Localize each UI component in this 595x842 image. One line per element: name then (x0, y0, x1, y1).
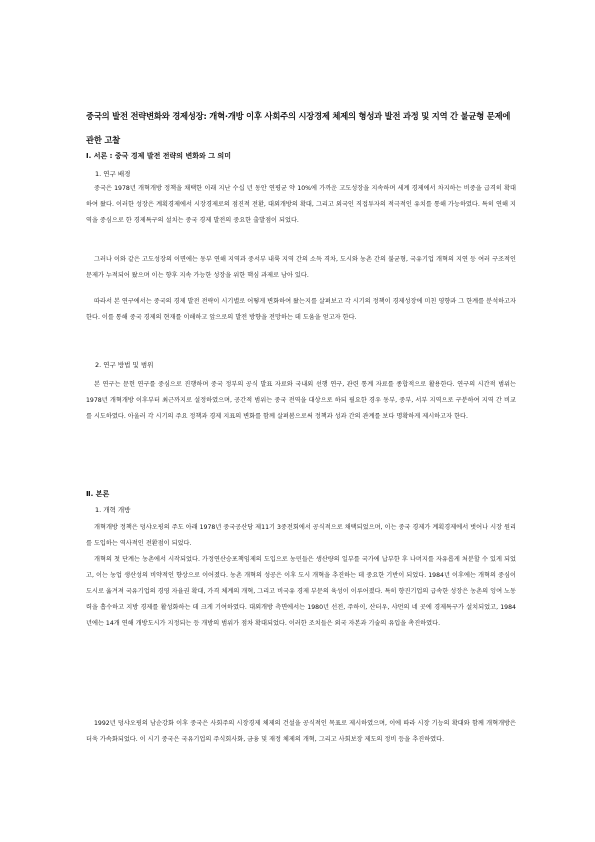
subsection-heading-method: 2. 연구 방법 및 범위 (95, 361, 154, 369)
paragraph: 중국은 1978년 개혁개방 정책을 채택한 이래 지난 수십 년 동안 연평균 약 10%에 가까운 고도성장을 지속하며 세계 경제에서 차지하는 비중을 급격히 확대하여 왔다. 이러한 성장은 계획경제에서 시장경제로의 점진적 전환, 대외개방의 확대, 그리고 외국인 직접투자의 적극적인 유치를 통해 가능하였다. 특히 연해 지역을 중심으로 한 경제특구의 설치는 중국 경제 발전의 중요한 출발점이 되었다. (86, 185, 516, 224)
paragraph: 그러나 이와 같은 고도성장의 이면에는 동부 연해 지역과 중서부 내륙 지역 간의 소득 격차, 도시와 농촌 간의 불균형, 국유기업 개혁의 지연 등 여러 구조적인 문제가 누적되어 왔으며 이는 향후 지속 가능한 성장을 위한 핵심 과제로 남아 있다. (86, 256, 516, 279)
section-heading-body: Ⅱ. 본론 (86, 490, 110, 498)
paragraph: 따라서 본 연구에서는 중국의 경제 발전 전략이 시기별로 어떻게 변화하여 왔는지를 살펴보고 각 시기의 정책이 경제성장에 미친 영향과 그 한계를 분석하고자 한다. 이를 통해 중국 경제의 현재를 이해하고 앞으로의 발전 방향을 전망하는 데 도움을 얻고자 한다. (86, 298, 516, 321)
paragraph: 1992년 덩샤오핑의 남순강화 이후 중국은 사회주의 시장경제 체제의 건설을 공식적인 목표로 제시하였으며, 이에 따라 시장 기능의 확대와 함께 개혁개방은 더욱 가속화되었다. 이 시기 중국은 국유기업의 주식회사화, 금융 및 재정 체제의 개혁, 그리고 사회보장 제도의 정비 등을 추진하였다. (86, 720, 516, 743)
paragraph: 개혁개방 정책은 덩샤오핑의 주도 아래 1978년 중국공산당 제11기 3중전회에서 공식적으로 채택되었으며, 이는 중국 경제가 계획경제에서 벗어나 시장 원리를 도입하는 역사적인 전환점이 되었다. (86, 524, 516, 547)
paragraph: 본 연구는 문헌 연구를 중심으로 진행하며 중국 정부의 공식 발표 자료와 국내외 선행 연구, 관련 통계 자료를 종합적으로 활용한다. 연구의 시간적 범위는 1978년 개혁개방 이후부터 최근까지로 설정하였으며, 공간적 범위는 중국 전역을 대상으로 하되 필요한 경우 동부, 중부, 서부 지역으로 구분하여 지역 간 비교를 시도하였다. 아울러 각 시기의 주요 정책과 경제 지표의 변화를 함께 살펴봄으로써 정책과 성과 간의 관계를 보다 명확하게 제시하고자 한다. (86, 381, 516, 420)
subsection-heading-reform: 1. 개혁 개방 (95, 506, 131, 514)
subsection-heading-background: 1. 연구 배경 (95, 170, 131, 178)
document-title: 중국의 발전 전략변화와 경제성장: 개혁·개방 이후 사회주의 시장경제 체제의 형성과 발전 과정 및 지역 간 불균형 문제에 관한 고찰 (86, 111, 511, 145)
section-heading-introduction: Ⅰ. 서론 : 중국 경제 발전 전략의 변화와 그 의미 (86, 152, 231, 160)
paragraph: 개혁의 첫 단계는 농촌에서 시작되었다. 가정연산승포책임제의 도입으로 농민들은 생산량의 일부를 국가에 납부한 후 나머지를 자유롭게 처분할 수 있게 되었고, 이는 농업 생산성의 비약적인 향상으로 이어졌다. 농촌 개혁의 성공은 이후 도시 개혁을 추진하는 데 중요한 기반이 되었다. 1984년 이후에는 개혁의 중심이 도시로 옮겨져 국유기업의 경영 자율권 확대, 가격 체계의 개혁, 그리고 비국유 경제 부문의 육성이 이루어졌다. 특히 향진기업의 급속한 성장은 농촌의 잉여 노동력을 흡수하고 지방 경제를 활성화하는 데 크게 기여하였다. 대외개방 측면에서는 1980년 선전, 주하이, 산터우, 샤먼의 네 곳에 경제특구가 설치되었고, 1984년에는 14개 연해 개방도시가 지정되는 등 개방의 범위가 점차 확대되었다. 이러한 조치들은 외국 자본과 기술의 유입을 촉진하였다. (86, 556, 516, 627)
